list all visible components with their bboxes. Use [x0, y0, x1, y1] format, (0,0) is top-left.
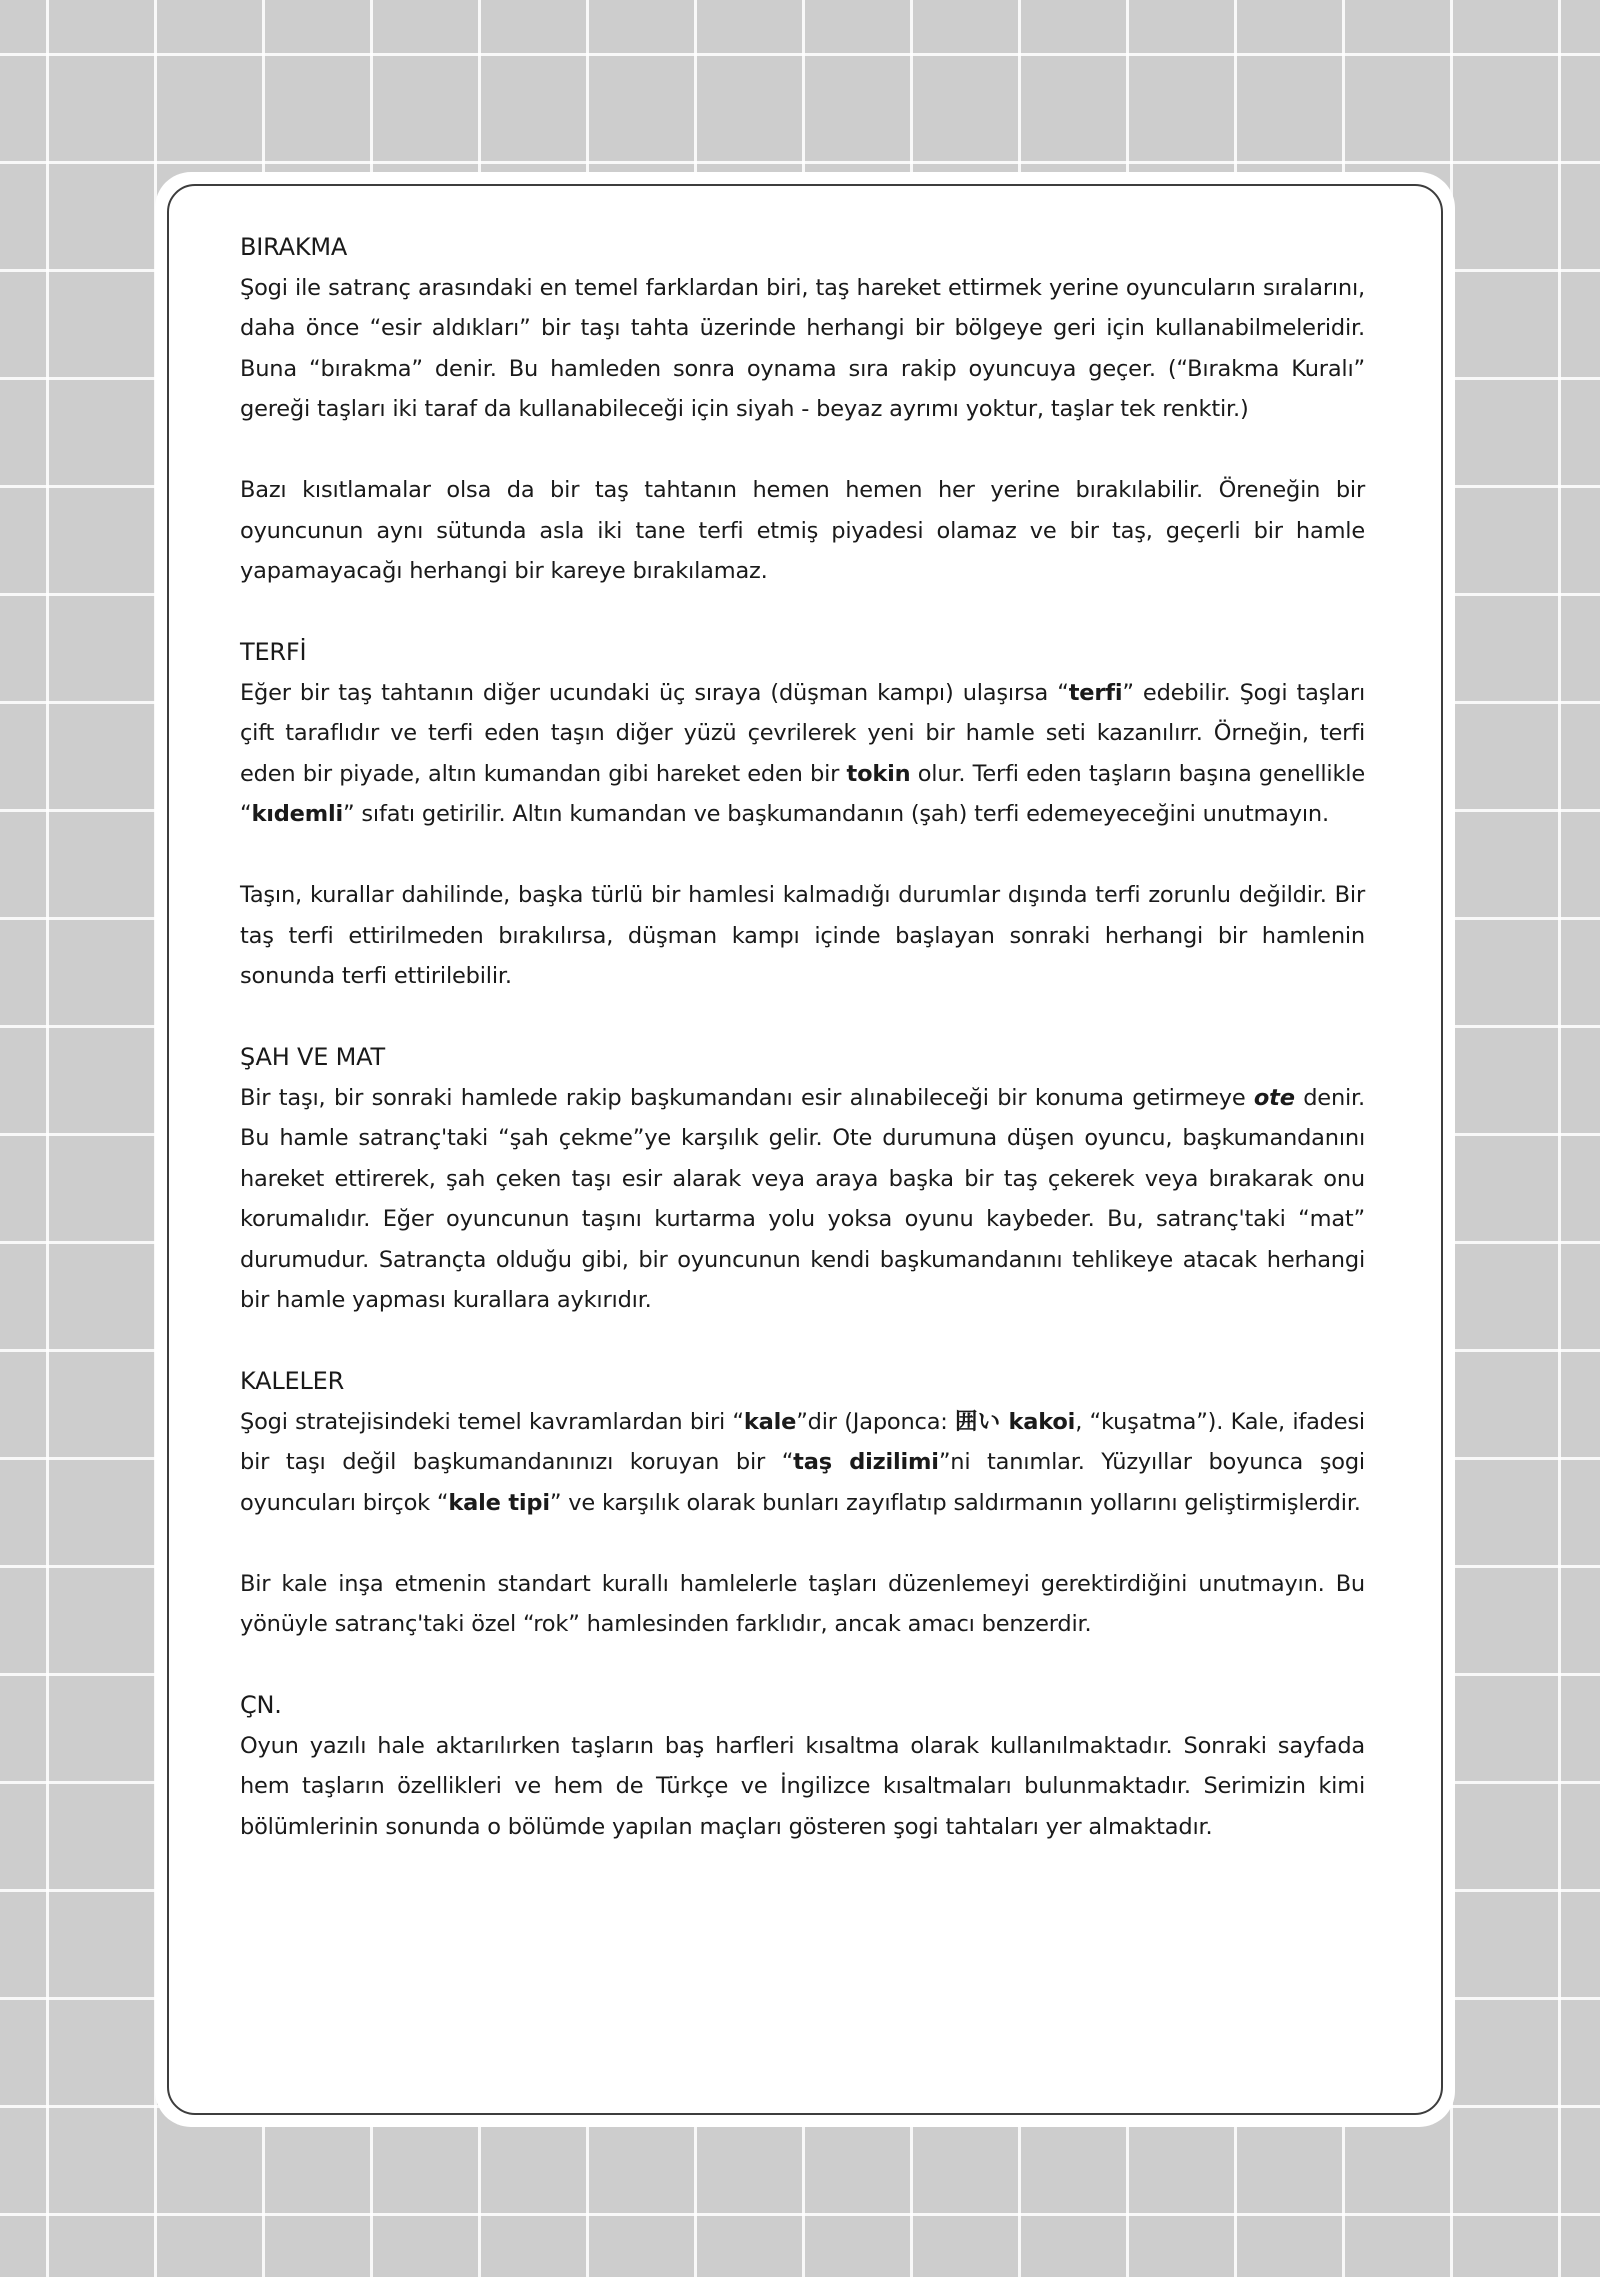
section	[240, 1361, 1365, 1645]
emphasized-term: terfi	[1068, 679, 1123, 706]
section	[240, 632, 1365, 997]
text-run: olur. Terfi eden taşların başına genellikle “	[240, 760, 1365, 827]
text-run: ” edebilir. Şogi taşları çift taraflıdır ve terfi eden taşın diğer yüzü çevrilerek yeni bir hamle seti kazanılırr. Örneğin, terfi eden bir piyade, altın kumandan gibi hareket eden bir	[240, 679, 1365, 787]
emphasized-term: tokin	[846, 760, 911, 787]
paragraph	[240, 875, 1365, 997]
paragraph	[240, 1726, 1365, 1848]
section	[240, 227, 1365, 592]
paragraph	[240, 1564, 1365, 1645]
emphasized-term: 囲い kakoi	[955, 1408, 1076, 1435]
section-title: BIRAKMA	[240, 233, 348, 261]
emphasized-term: kıdemli	[251, 801, 343, 827]
text-run: ” sıfatı getirilir. Altın kumandan ve başkumandanın (şah) terfi edemeyeceğini unutmayın.	[342, 801, 1329, 827]
emphasized-term: ote	[1253, 1084, 1295, 1111]
text-run: Bazı kısıtlamalar olsa da bir taş tahtanın hemen hemen her yerine bırakılabilir. Öreneğin bir oyuncunun aynı sütunda asla iki tane terfi etmiş piyadesi olamaz ve bir taş, geçerli bir hamle yapamayacağı herhangi bir kareye bırakılamaz.	[240, 477, 1365, 584]
text-run: Bir kale inşa etmenin standart kurallı hamlelerle taşları düzenlemeyi gerektirdiğini unutmayın. Bu yönüyle satranç'taki özel “rok” hamlesinden farklıdır, ancak amacı benzerdir.	[240, 1570, 1365, 1637]
paragraph	[240, 470, 1365, 592]
text-run: Oyun yazılı hale aktarılırken taşların baş harfleri kısaltma olarak kullanılmaktadır. Sonraki sayfada hem taşların özellikleri ve hem de Türkçe ve İngilizce kısaltmaları bulunmaktadır. Serimizin kimi bölümlerinin sonunda o bölümde yapılan maçları gösteren şogi tahtaları yer almaktadır.	[240, 1732, 1365, 1840]
text-run: , “kuşatma”). Kale, ifadesi bir taşı değil başkumandanınızı koruyan bir “	[240, 1408, 1365, 1475]
text-run: Bir taşı, bir sonraki hamlede rakip başkumandanı esir alınabileceği bir konuma getirmeye	[240, 1084, 1254, 1111]
section-title: ÇN.	[240, 1691, 282, 1719]
paragraph	[240, 1078, 1365, 1321]
section	[240, 1037, 1365, 1321]
section	[240, 1685, 1365, 1847]
section-title: ŞAH VE MAT	[240, 1043, 385, 1071]
text-run: Taşın, kurallar dahilinde, başka türlü bir hamlesi kalmadığı durumlar dışında terfi zorunlu değildir. Bir taş terfi ettirilmeden bırakılırsa, düşman kampı içinde başlayan sonraki herhangi bir hamlenin sonunda terfi ettirilebilir.	[240, 882, 1365, 989]
text-run: ”dir (Japonca:	[796, 1408, 956, 1435]
emphasized-term: kale	[743, 1408, 797, 1435]
rules-text-body	[240, 227, 1365, 1888]
text-run: Şogi ile satranç arasındaki en temel farklardan biri, taş hareket ettirmek yerine oyuncuların sıralarını, daha önce “esir aldıkları” bir taşı tahta üzerinde herhangi bir bölgeye geri için kullanabilmeleridir. Buna “bırakma” denir. Bu hamleden sonra oynama sıra rakip oyuncuya geçer. (“Bırakma Kuralı” gereği taşları iki taraf da kullanabileceği için siyah - beyaz ayrımı yoktur, taşlar tek renktir.)	[240, 274, 1365, 422]
emphasized-term: kale tipi	[448, 1489, 550, 1516]
emphasized-term: taş dizilimi	[793, 1449, 939, 1475]
paragraph	[240, 673, 1365, 835]
text-run: ”ni tanımlar. Yüzyıllar boyunca şogi oyuncuları birçok “	[240, 1449, 1365, 1516]
section-title: KALELER	[240, 1367, 345, 1395]
page-card	[155, 172, 1455, 2127]
text-run: Şogi stratejisindeki temel kavramlardan biri “	[240, 1408, 744, 1435]
text-run: Eğer bir taş tahtanın diğer ucundaki üç sıraya (düşman kampı) ulaşırsa “	[240, 679, 1069, 706]
section-title: TERFİ	[240, 638, 307, 666]
paragraph	[240, 1402, 1365, 1524]
paragraph	[240, 268, 1365, 430]
text-run: ” ve karşılık olarak bunları zayıflatıp saldırmanın yollarını geliştirmişlerdir.	[549, 1489, 1361, 1516]
text-run: denir. Bu hamle satranç'taki “şah çekme”ye karşılık gelir. Ote durumuna düşen oyuncu, başkumandanını hareket ettirerek, şah çeken taşı esir alarak veya araya başka bir taş çekerek veya bırakarak onu korumalıdır. Eğer oyuncunun taşını kurtarma yolu yoksa oyunu kaybeder. Bu, satranç'taki “mat” durumudur. Satrançta olduğu gibi, bir oyuncunun kendi başkumandanını tehlikeye atacak herhangi bir hamle yapması kurallara aykırıdır.	[240, 1084, 1365, 1313]
